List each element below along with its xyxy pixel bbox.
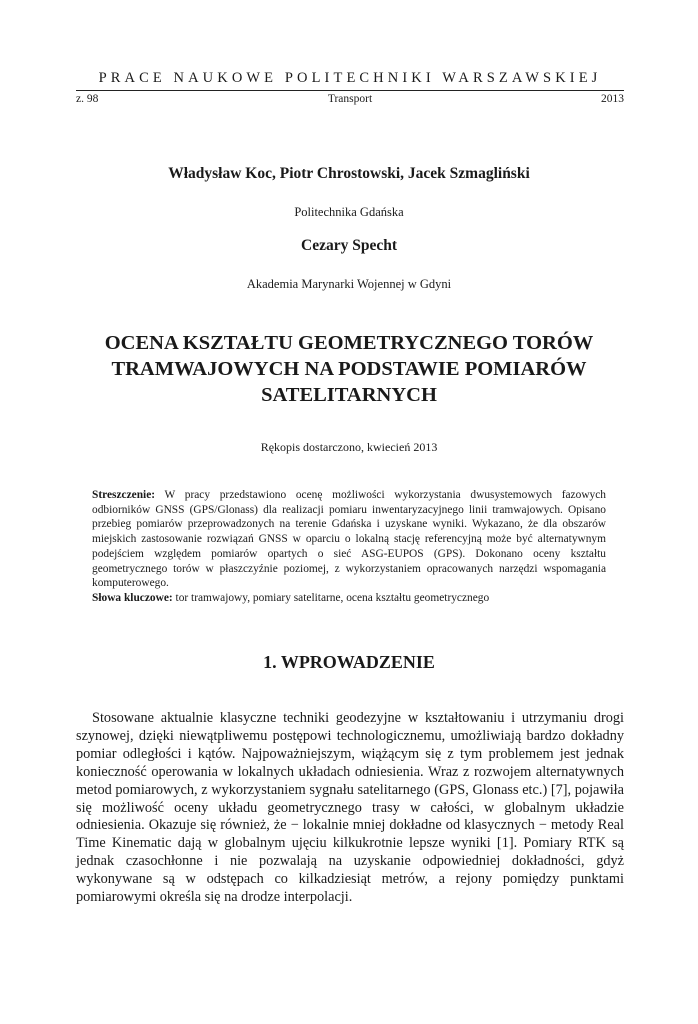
title-line-3: SATELITARNYCH [261,384,437,406]
series-label: Transport [327,93,373,105]
intro-paragraph: Stosowane aktualnie klasyczne techniki geodezyjne w kształtowaniu i utrzymaniu drogi szynowej, dzięki niewątpliwemu postępowi technologicznemu, umożliwiają bardzo dokładny pomiar odległości i kątów. Najpoważniejszym, wiążącym się z tym problemem jest jednak konieczność operowania w lokalnych układach odniesienia. Wraz z rozwojem alternatywnych metod pomiarowych, z wykorzystaniem sygnału satelitarnego (GPS, Glonass etc.) [7], pojawiła się możliwość oceny układu geometrycznego trasy w całości, w globalnym układzie odniesienia. Okazuje się również, że − lokalnie mniej dokładne od klasycznych − metody Real Time Kinematic dają w globalnym ujęciu kilkukrotnie lepsze wyniki [1]. Pomiary RTK są jednak czasochłonne i nie pozwalają na uzyskanie odpowiedniej dokładności, gdyż wykonywane są w odstępach co kilkadziesiąt metrów, a rejony pomiędzy punktami pomiarowymi określa się na drodze interpolacji. [76,710,624,906]
author-names-1: Władysław Koc, Piotr Chrostowski, Jacek Szmagliński [168,165,530,182]
received-date: Rękopis dostarczono, kwiecień 2013 [260,440,438,454]
abstract-text: W pracy przedstawiono ocenę możliwości wykorzystania dwusystemowych fazowych odbiorników GNSS (GPS/Glonass) dla realizacji pomiaru inwentaryzacyjnego linii tramwajowych. Opisano przebieg pomiarów przeprowadzonych na terenie Gdańska i uzyskane wyniki. Wykazano, że dla obszarów miejskich zastosowanie rozwiązań GNSS w oparciu o lokalną stację referencyjną może być alternatywnym podejściem względem pomiarów opartych o sieć ASG-EUPOS (GPS). Dokonano oceny kształtu geometrycznego torów w płaszczyźnie poziomej, z wykorzystaniem opracowanych narzędzi wspomagania komputerowego. [92,489,606,590]
keywords-label: Słowa kluczowe: [92,591,173,604]
affiliation-1: Politechnika Gdańska [294,205,404,219]
abstract-label: Streszczenie: [92,489,156,501]
affiliation-2: Akademia Marynarki Wojennej w Gdyni [246,277,452,291]
abstract-paragraph [92,488,606,591]
paper-title [60,330,638,408]
header-meta [76,93,624,107]
abstract-block [92,488,606,606]
title-line-1: OCENA KSZTAŁTU GEOMETRYCZNEGO TORÓW [104,332,594,354]
keywords-text: tor tramwajowy, pomiary satelitarne, ocena kształtu geometrycznego [172,591,490,604]
volume-label: z. 98 [76,93,99,105]
section-heading: 1. WPROWADZENIE [263,652,435,672]
title-line-2: TRAMWAJOWYCH NA PODSTAWIE POMIARÓW [111,358,587,380]
author-names-2: Cezary Specht [301,237,397,254]
header-rule [76,90,624,91]
journal-name: PRACE NAUKOWE POLITECHNIKI WARSZAWSKIEJ [98,70,602,86]
keywords-paragraph [92,591,606,606]
year-label: 2013 [601,93,624,105]
body-text [76,710,624,907]
